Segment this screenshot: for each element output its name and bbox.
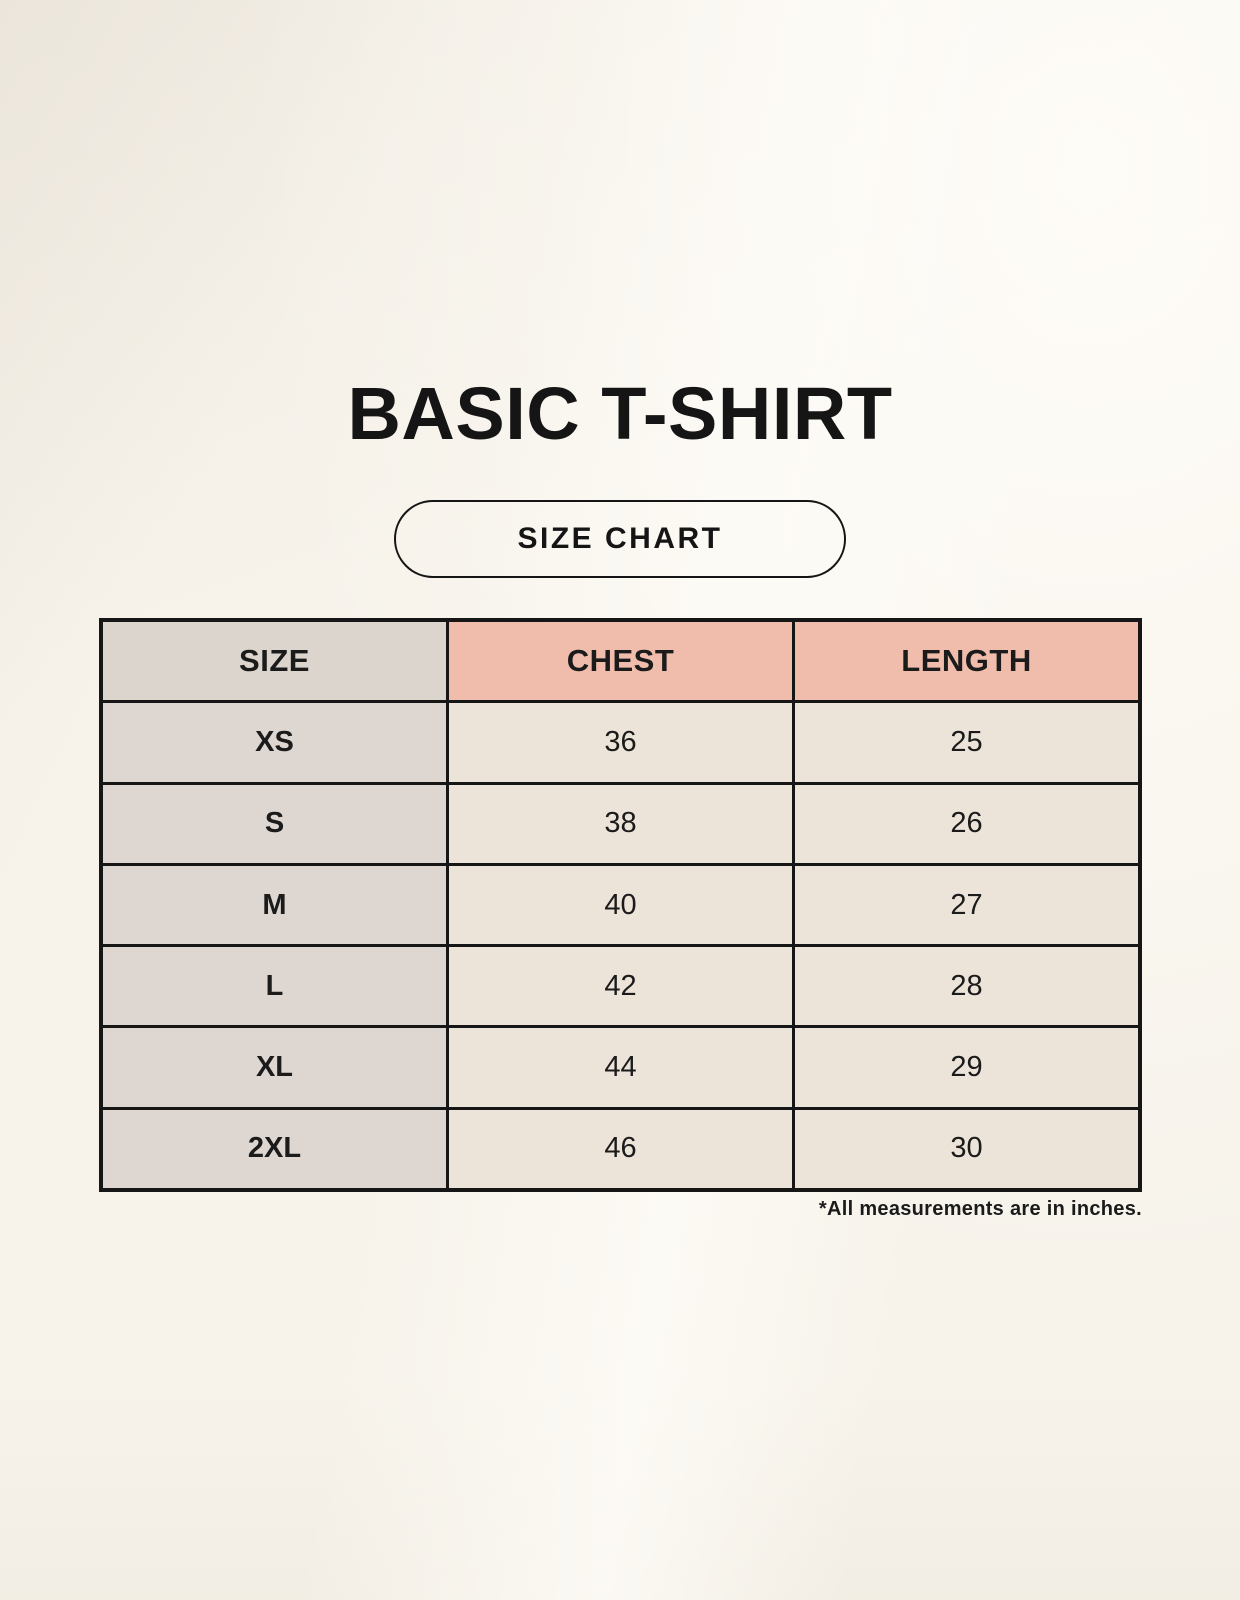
page-title: BASIC T-SHIRT (347, 372, 893, 455)
size-chart-table (99, 618, 1142, 1192)
chest-value-cell: 40 (449, 866, 792, 944)
length-value-cell: 29 (795, 1028, 1138, 1106)
length-value-cell: 28 (795, 947, 1138, 1025)
column-header-length: LENGTH (795, 622, 1138, 700)
chest-value-cell: 38 (449, 785, 792, 863)
length-value-cell: 30 (795, 1110, 1138, 1188)
column-header-chest: CHEST (449, 622, 792, 700)
length-value-cell: 26 (795, 785, 1138, 863)
chest-value-cell: 46 (449, 1110, 792, 1188)
size-label-cell: S (103, 785, 446, 863)
size-chart-button-label: SIZE CHART (517, 522, 723, 555)
size-chart-button[interactable] (394, 500, 846, 578)
size-label-cell: M (103, 866, 446, 944)
column-header-size: SIZE (103, 622, 446, 700)
chest-value-cell: 42 (449, 947, 792, 1025)
size-label-cell: L (103, 947, 446, 1025)
measurements-footnote: *All measurements are in inches. (818, 1198, 1142, 1220)
size-label-cell: XL (103, 1028, 446, 1106)
length-value-cell: 25 (795, 703, 1138, 781)
size-label-cell: 2XL (103, 1110, 446, 1188)
chest-value-cell: 36 (449, 703, 792, 781)
length-value-cell: 27 (795, 866, 1138, 944)
size-label-cell: XS (103, 703, 446, 781)
chest-value-cell: 44 (449, 1028, 792, 1106)
